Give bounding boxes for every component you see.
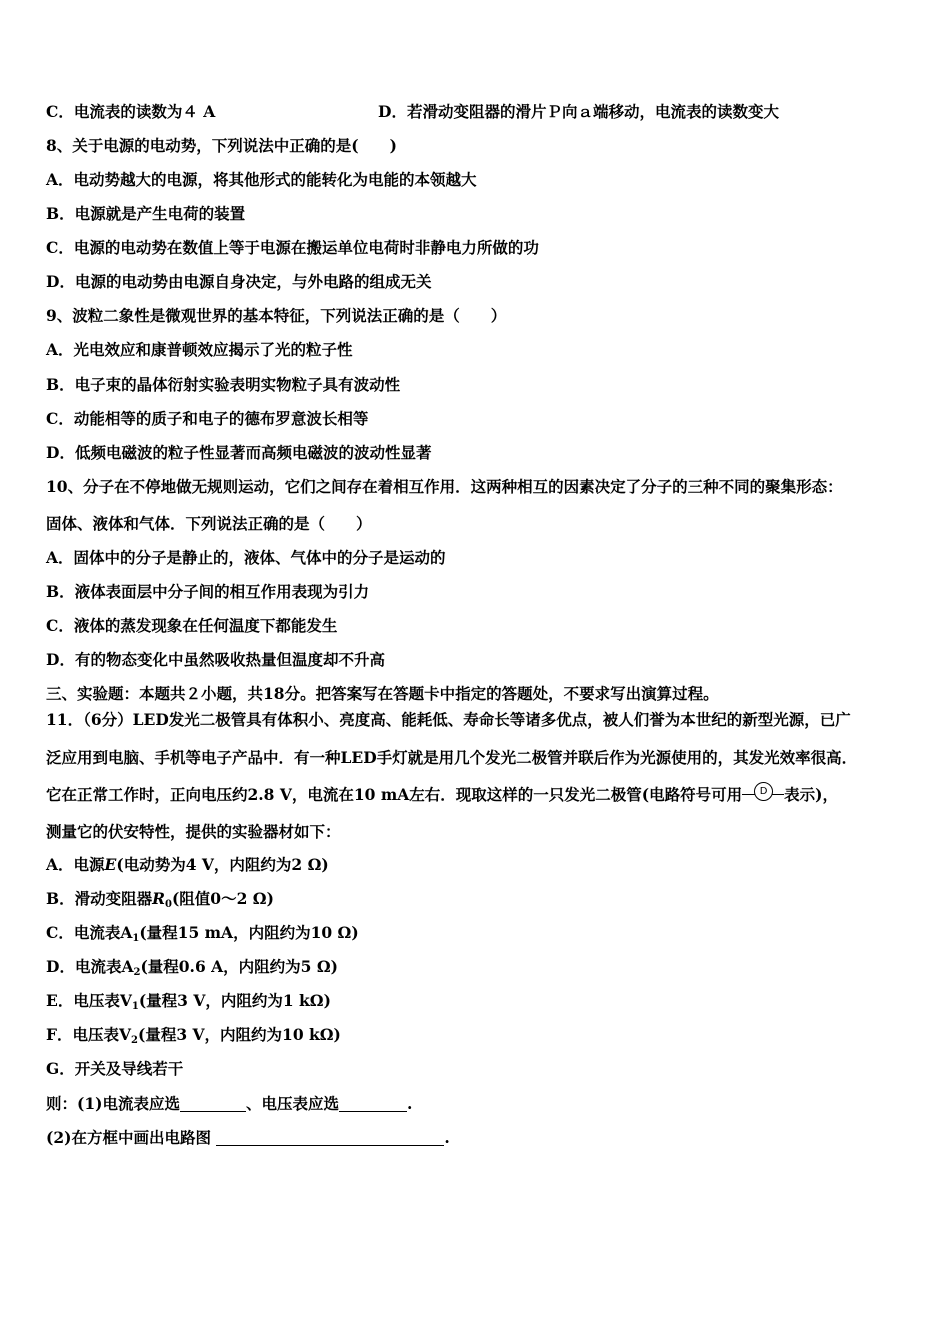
q11-option-e-sub: 1 bbox=[131, 1001, 139, 1012]
q8-stem: 8、关于电源的电动势，下列说法中正确的是( ) bbox=[46, 136, 397, 155]
diode-symbol-icon bbox=[742, 785, 784, 803]
q9-stem: 9、波粒二象性是微观世界的基本特征，下列说法正确的是（ ） bbox=[46, 306, 507, 325]
q11-option-e-label: E．电压表V bbox=[46, 991, 132, 1010]
q11-option-b-var: R bbox=[152, 889, 165, 908]
q11-ask1-text-a: 则：(1)电流表应选 bbox=[46, 1094, 180, 1113]
voltmeter-answer-blank[interactable] bbox=[339, 1095, 407, 1112]
q10-option-b: B．液体表面层中分子间的相互作用表现为引力 bbox=[46, 582, 370, 601]
q9-option-a: A．光电效应和康普顿效应揭示了光的粒子性 bbox=[46, 340, 353, 359]
q11-option-d bbox=[46, 957, 338, 983]
q11-option-c-detail: (量程15 mA，内阻约为10 Ω) bbox=[139, 923, 359, 942]
q10-option-a: A．固体中的分子是静止的，液体、气体中的分子是运动的 bbox=[46, 548, 446, 567]
q7-option-d: D．若滑动变阻器的滑片Ｐ向ａ端移动，电流表的读数变大 bbox=[378, 102, 779, 121]
q11-ask2-text-b: . bbox=[444, 1128, 450, 1147]
q10-stem-line1: 10、分子在不停地做无规则运动，它们之间存在着相互作用．这两种相互的因素决定了分子的三种不同的聚集形态： bbox=[46, 477, 843, 496]
q11-ask1-text-b: 、电压表应选 bbox=[245, 1094, 339, 1113]
q11-line1: 11．（6分）LED发光二极管具有体积小、亮度高、能耗低、寿命长等诸多优点，被人们誉为本世纪的新型光源，已广 bbox=[46, 710, 851, 729]
q10-stem-line2: 固体、液体和气体．下列说法正确的是（ ） bbox=[46, 514, 372, 533]
q11-line2: 泛应用到电脑、手机等电子产品中．有一种LED手灯就是用几个发光二极管并联后作为光源使用的，其发光效率很高． bbox=[46, 748, 858, 767]
q10-option-c: C．液体的蒸发现象在任何温度下都能发生 bbox=[46, 616, 338, 635]
q11-option-d-sub: 2 bbox=[133, 967, 141, 978]
q9-option-d: D．低频电磁波的粒子性显著而高频电磁波的波动性显著 bbox=[46, 443, 432, 462]
q11-option-d-detail: (量程0.6 A，内阻约为5 Ω) bbox=[140, 957, 338, 976]
q11-option-f-detail: (量程3 V，内阻约为10 kΩ) bbox=[138, 1025, 341, 1044]
q11-option-e-detail: (量程3 V，内阻约为1 kΩ) bbox=[138, 991, 331, 1010]
q11-option-f-label: F．电压表V bbox=[46, 1025, 132, 1044]
q9-option-c: C．动能相等的质子和电子的德布罗意波长相等 bbox=[46, 409, 369, 428]
q7-option-row bbox=[46, 102, 779, 122]
q8-option-b: B．电源就是产生电荷的装置 bbox=[46, 204, 246, 223]
q11-ask2 bbox=[46, 1128, 450, 1148]
q11-option-a bbox=[46, 855, 329, 875]
q11-ask2-text-a: (2)在方框中画出电路图 bbox=[46, 1128, 211, 1147]
q11-option-b-sub: 0 bbox=[165, 899, 172, 910]
q8-option-a: A．电动势越大的电源，将其他形式的能转化为电能的本领越大 bbox=[46, 170, 477, 189]
section3-heading: 三、实验题：本题共２小题，共18分。把答案写在答题卡中指定的答题处，不要求写出演算过程。 bbox=[46, 684, 719, 703]
q11-line4: 测量它的伏安特性，提供的实验器材如下： bbox=[46, 822, 341, 841]
q11-option-a-var: E bbox=[104, 855, 117, 874]
q11-line3-text-b: 表示)， bbox=[784, 785, 838, 804]
q8-option-c: C．电源的电动势在数值上等于电源在搬运单位电荷时非静电力所做的功 bbox=[46, 238, 539, 257]
q11-option-f-sub: 2 bbox=[131, 1035, 138, 1046]
q8-option-d: D．电源的电动势由电源自身决定，与外电路的组成无关 bbox=[46, 272, 432, 291]
q11-option-c-sub: 1 bbox=[132, 933, 140, 944]
q11-option-a-label: A．电源 bbox=[46, 855, 105, 874]
q11-option-a-detail: (电动势为4 V，内阻约为2 Ω) bbox=[116, 855, 329, 874]
q9-option-b: B．电子束的晶体衍射实验表明实物粒子具有波动性 bbox=[46, 375, 401, 394]
q11-option-f bbox=[46, 1025, 341, 1051]
q11-ask1-text-c: . bbox=[406, 1094, 413, 1113]
circuit-diagram-blank[interactable] bbox=[216, 1129, 444, 1146]
q11-ask1 bbox=[46, 1094, 412, 1114]
q7-option-c: C．电流表的读数为４ A bbox=[46, 102, 216, 121]
ammeter-answer-blank[interactable] bbox=[180, 1095, 246, 1112]
q11-option-c bbox=[46, 923, 359, 949]
q11-option-g: G．开关及导线若干 bbox=[46, 1059, 184, 1078]
q11-option-b-detail: (阻值0～2 Ω) bbox=[171, 889, 274, 908]
q11-option-d-label: D．电流表A bbox=[46, 957, 134, 976]
diode-symbol-label: D bbox=[754, 782, 773, 801]
q11-option-c-label: C．电流表A bbox=[46, 923, 133, 942]
q10-option-d: D．有的物态变化中虽然吸收热量但温度却不升高 bbox=[46, 650, 385, 669]
q11-option-b-label: B．滑动变阻器 bbox=[46, 889, 153, 908]
q11-line3-text-a: 它在正常工作时，正向电压约2.8 V，电流在10 mA左右．现取这样的一只发光二极管(电路符号可用 bbox=[46, 785, 743, 804]
q11-option-b bbox=[46, 889, 274, 915]
q11-line3 bbox=[46, 785, 838, 805]
q11-option-e bbox=[46, 991, 331, 1017]
